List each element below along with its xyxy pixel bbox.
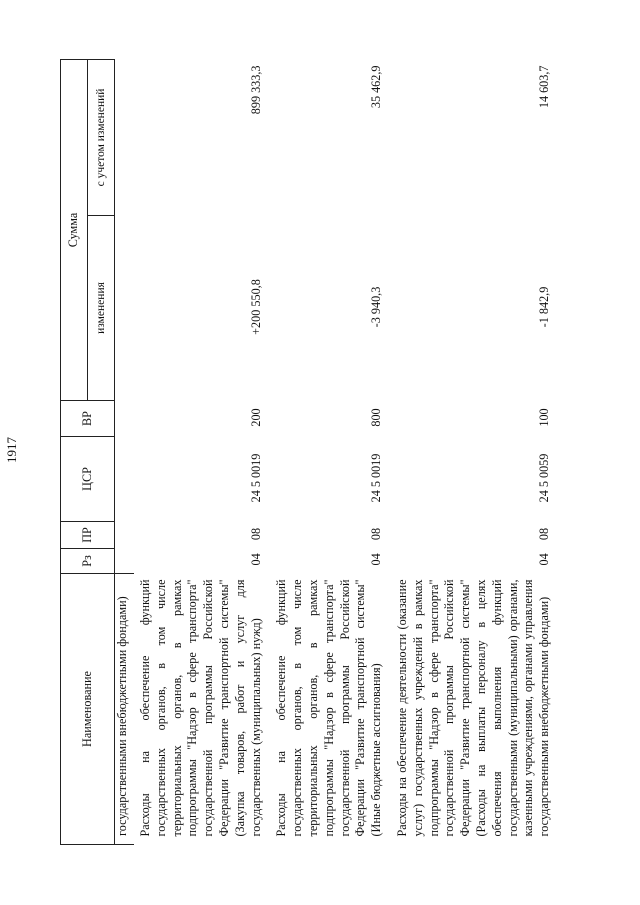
header-sum: Сумма: [61, 59, 88, 400]
row-change: -1 842,9: [537, 286, 552, 328]
row-pr: 08: [248, 527, 263, 541]
row-name: Расходы на обеспечение функций государственных органов, в том числе территориальных органов, в рамках подпрограммы "Надзор в сфере транспорта" государственной программы Российской Федерации "Развитие транспортной системы" (Иные бюджетные ассигнования): [274, 579, 384, 837]
row-vr: 200: [248, 408, 263, 427]
header-change: изменения: [88, 216, 115, 401]
row-rz: 04: [369, 553, 384, 566]
header-total: с учетом изменений: [88, 59, 115, 215]
row-csr: 24 5 0059: [537, 453, 552, 503]
header-name: Наименование: [61, 574, 115, 845]
row-total: 35 462,9: [369, 65, 384, 109]
row-total: 14 603,7: [537, 65, 552, 109]
row-change: -3 940,3: [369, 286, 384, 328]
row-pr: 08: [369, 527, 384, 541]
table-row: [270, 59, 391, 844]
header-rz: Рз: [61, 549, 115, 574]
row-vr: 800: [369, 408, 384, 427]
budget-table: [60, 59, 559, 845]
continuation-text: государственными внебюджетными фондами): [115, 574, 135, 845]
header-csr: ЦСР: [61, 437, 115, 522]
row-csr: 24 5 0019: [248, 453, 263, 503]
row-name: Расходы на обеспечение деятельности (оказание услуг) государственных учреждений в рамках подпрограммы "Надзор в сфере транспорта" государственной программы Российской Федерации "Развитие транспортной системы" (Расходы на выплаты персоналу в целях обеспечения выполнения функций государственными (муниципальными) органами, казенными учреждениями, органами управления государственными внебюджетными фондами): [394, 579, 552, 837]
row-rz: 04: [537, 553, 552, 566]
table-row: [391, 59, 559, 844]
page-number: 1917: [4, 437, 19, 463]
table-row: [134, 59, 270, 844]
header-pr: ПР: [61, 522, 115, 549]
row-change: +200 550,8: [248, 279, 263, 335]
header-row: [61, 59, 88, 844]
row-pr: 08: [537, 527, 552, 541]
row-csr: 24 5 0019: [369, 453, 384, 503]
header-vr: ВР: [61, 401, 115, 437]
row-vr: 100: [537, 408, 552, 427]
row-name: Расходы на обеспечение функций государственных органов, в том числе территориальных органов, в рамках подпрограммы "Надзор в сфере транспорта" государственной программы Российской Федерации "Развитие транспортной системы" (Закупка товаров, работ и услуг для государственных (муниципальных) нужд): [138, 579, 263, 837]
row-total: 899 333,3: [248, 65, 263, 115]
budget-table-page: [60, 60, 620, 845]
row-rz: 04: [248, 553, 263, 566]
continuation-empty: [115, 59, 135, 573]
continuation-row: [115, 59, 135, 844]
